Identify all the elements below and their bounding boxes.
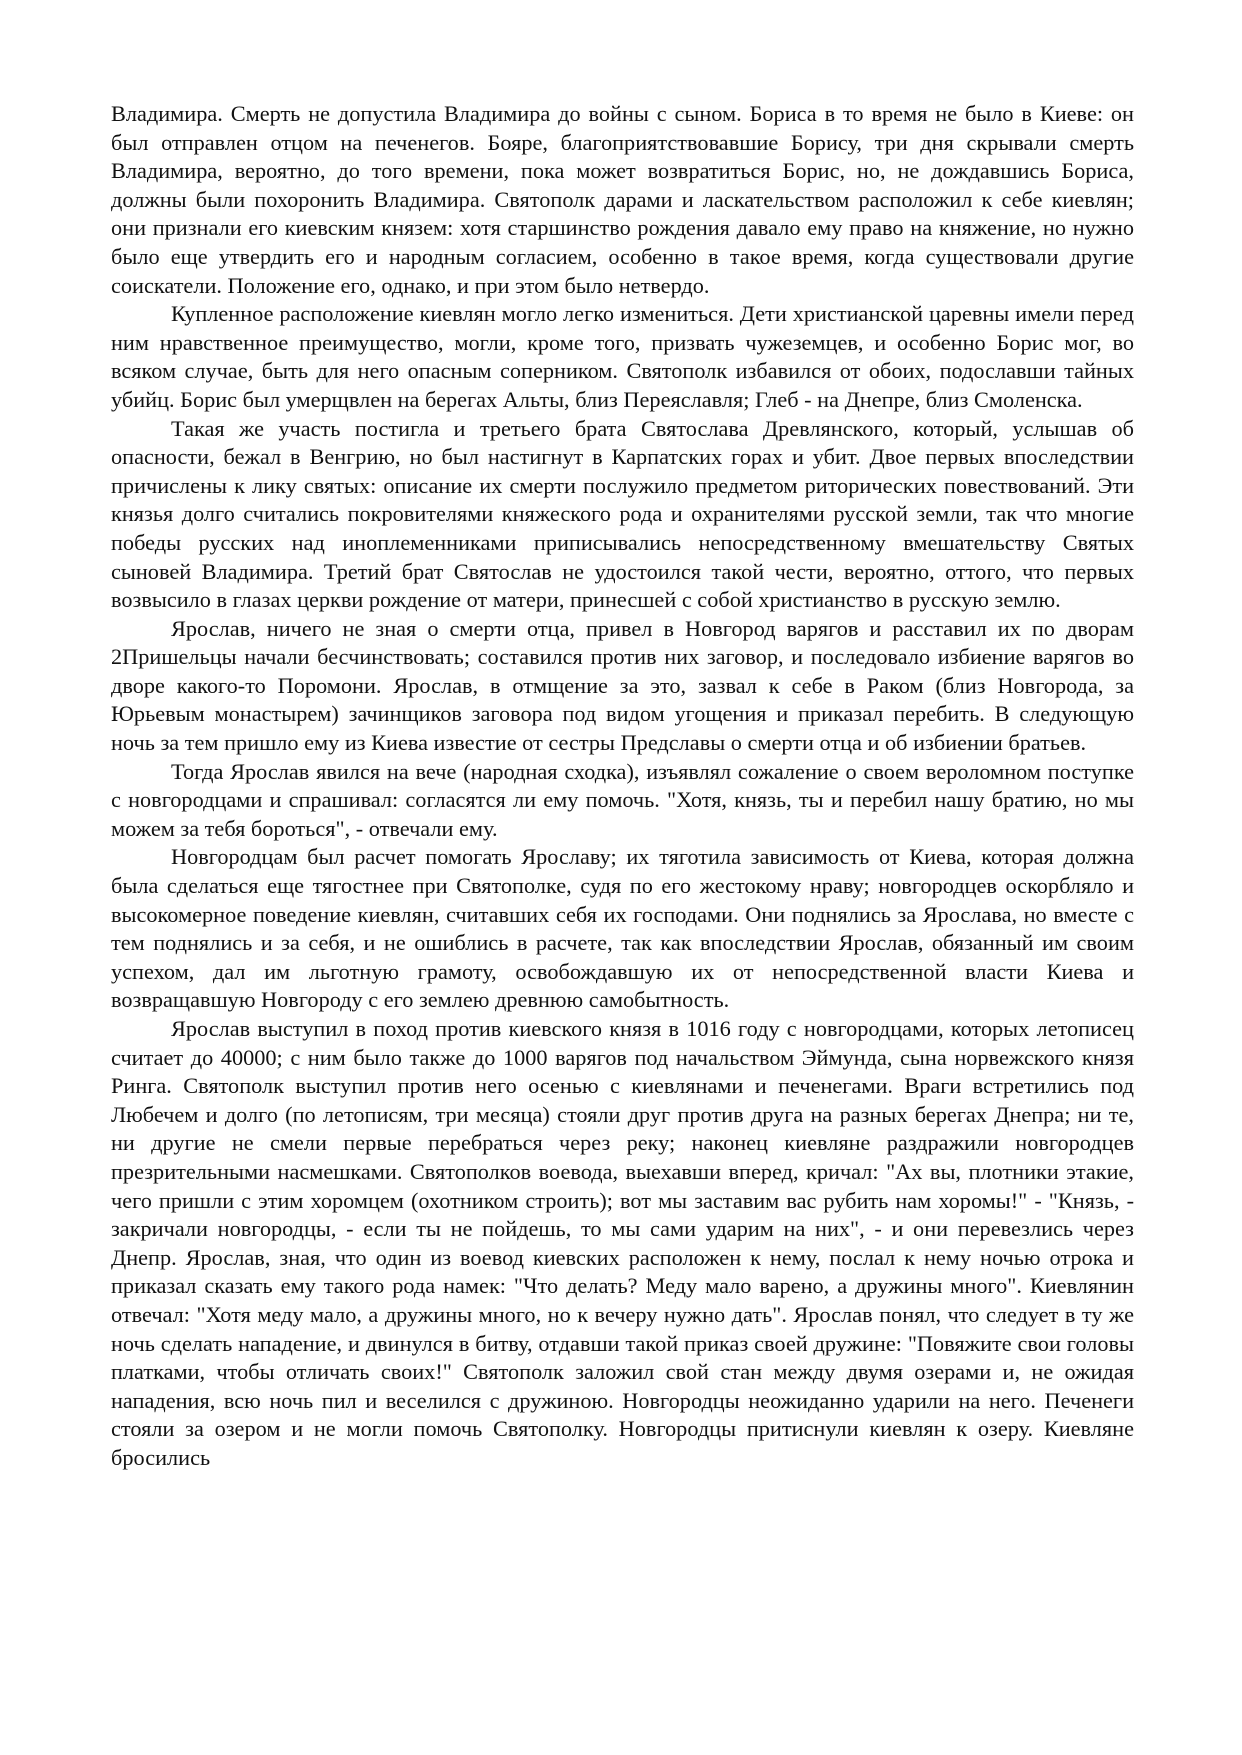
document-body [111,100,1134,1473]
paragraph: Купленное расположение киевлян могло легко измениться. Дети христианской царевны имели перед ним нравственное преимущество, могли, кроме того, призвать чужеземцев, и особенно Борис мог, во всяком случае, быть для него опасным соперником. Святополк избавился от обоих, подославши тайных убийц. Борис был умерщвлен на берегах Альты, близ Переяславля; Глеб - на Днепре, близ Смоленска. [111,301,1134,412]
paragraph: Новгородцам был расчет помогать Ярославу; их тяготила зависимость от Киева, которая должна была сделаться еще тягостнее при Святополке, судя по его жестокому нраву; новгородцев оскорбляло и высокомерное поведение киевлян, считавших себя их господами. Они поднялись за Ярослава, но вместе с тем поднялись и за себя, и не ошиблись в расчете, так как впоследствии Ярослав, обязанный им своим успехом, дал им льготную грамоту, освобождавшую их от непосредственной власти Киева и возвращавшую Новгороду с его землею древнюю самобытность. [111,844,1134,1013]
paragraph: Ярослав, ничего не зная о смерти отца, привел в Новгород варягов и расставил их по дворам 2Пришельцы начали бесчинствовать; составился против них заговор, и последовало избиение варягов во дворе какого-то Поромони. Ярослав, в отмщение за это, зазвал к себе в Раком (близ Новгорода, за Юрьевым монастырем) зачинщиков заговора под видом угощения и приказал перебить. В следующую ночь за тем пришло ему из Киева известие от сестры Предславы о смерти отца и об избиении братьев. [111,615,1134,756]
paragraph: Ярослав выступил в поход против киевского князя в 1016 году с новгородцами, которых летописец считает до 40000; с ним было также до 1000 варягов под начальством Эймунда, сына норвежского князя Ринга. Святополк выступил против него осенью с киевлянами и печенегами. Враги встретились под Любечем и долго (по летописям, три месяца) стояли друг против друга на разных берегах Днепра; ни те, ни другие не смели первые перебраться через реку; наконец киевляне раздражили новгородцев презрительными насмешками. Святополков воевода, выехавши вперед, кричал: "Ах вы, плотники этакие, чего пришли с этим хоромцем (охотником строить); вот мы заставим вас рубить нам хоромы!" - "Князь, - закричали новгородцы, - если ты не пойдешь, то мы сами ударим на них", - и они перевезлись через Днепр. Ярослав, зная, что один из воевод киевских расположен к нему, послал к нему ночью отрока и приказал сказать ему такого рода намек: "Что делать? Меду мало варено, а дружины много". Киевлянин отвечал: "Хотя меду мало, а дружины много, но к вечеру нужно дать". Ярослав понял, что следует в ту же ночь сделать нападение, и двинулся в битву, отдавши такой приказ своей дружине: "Повяжите свои головы платками, чтобы отличать своих!" Святополк заложил свой стан между двумя озерами и, не ожидая нападения, всю ночь пил и веселился с дружиною. Новгородцы неожиданно ударили на него. Печенеги стояли за озером и не могли помочь Святополку. Новгородцы притиснули киевлян к озеру. Киевляне бросились [111,1016,1134,1470]
paragraph: Такая же участь постигла и третьего брата Святослава Древлянского, который, услышав об опасности, бежал в Венгрию, но был настигнут в Карпатских горах и убит. Двое первых впоследствии причислены к лику святых: описание их смерти послужило предметом риторических повествований. Эти князья долго считались покровителями княжеского рода и охранителями русской земли, так что многие победы русских над иноплеменниками приписывались непосредственному вмешательству Святых сыновей Владимира. Третий брат Святослав не удостоился такой чести, вероятно, оттого, что первых возвысило в глазах церкви рождение от матери, принесшей с собой христианство в русскую землю. [111,415,1134,613]
paragraph: Владимира. Смерть не допустила Владимира до войны с сыном. Бориса в то время не было в Киеве: он был отправлен отцом на печенегов. Бояре, благоприятствовавшие Борису, три дня скрывали смерть Владимира, вероятно, до того времени, пока может возвратиться Борис, но, не дождавшись Бориса, должны были похоронить Владимира. Святополк дарами и ласкательством расположил к себе киевлян; они признали его киевским князем: хотя старшинство рождения давало ему право на княжение, но нужно было еще утвердить его и народным согласием, особенно в такое время, когда существовали другие соискатели. Положение его, однако, и при этом было нетвердо. [111,101,1134,298]
paragraph: Тогда Ярослав явился на вече (народная сходка), изъявлял сожаление о своем вероломном поступке с новгородцами и спрашивал: согласятся ли ему помочь. "Хотя, князь, ты и перебил нашу братию, но мы можем за тебя бороться", - отвечали ему. [111,758,1134,841]
